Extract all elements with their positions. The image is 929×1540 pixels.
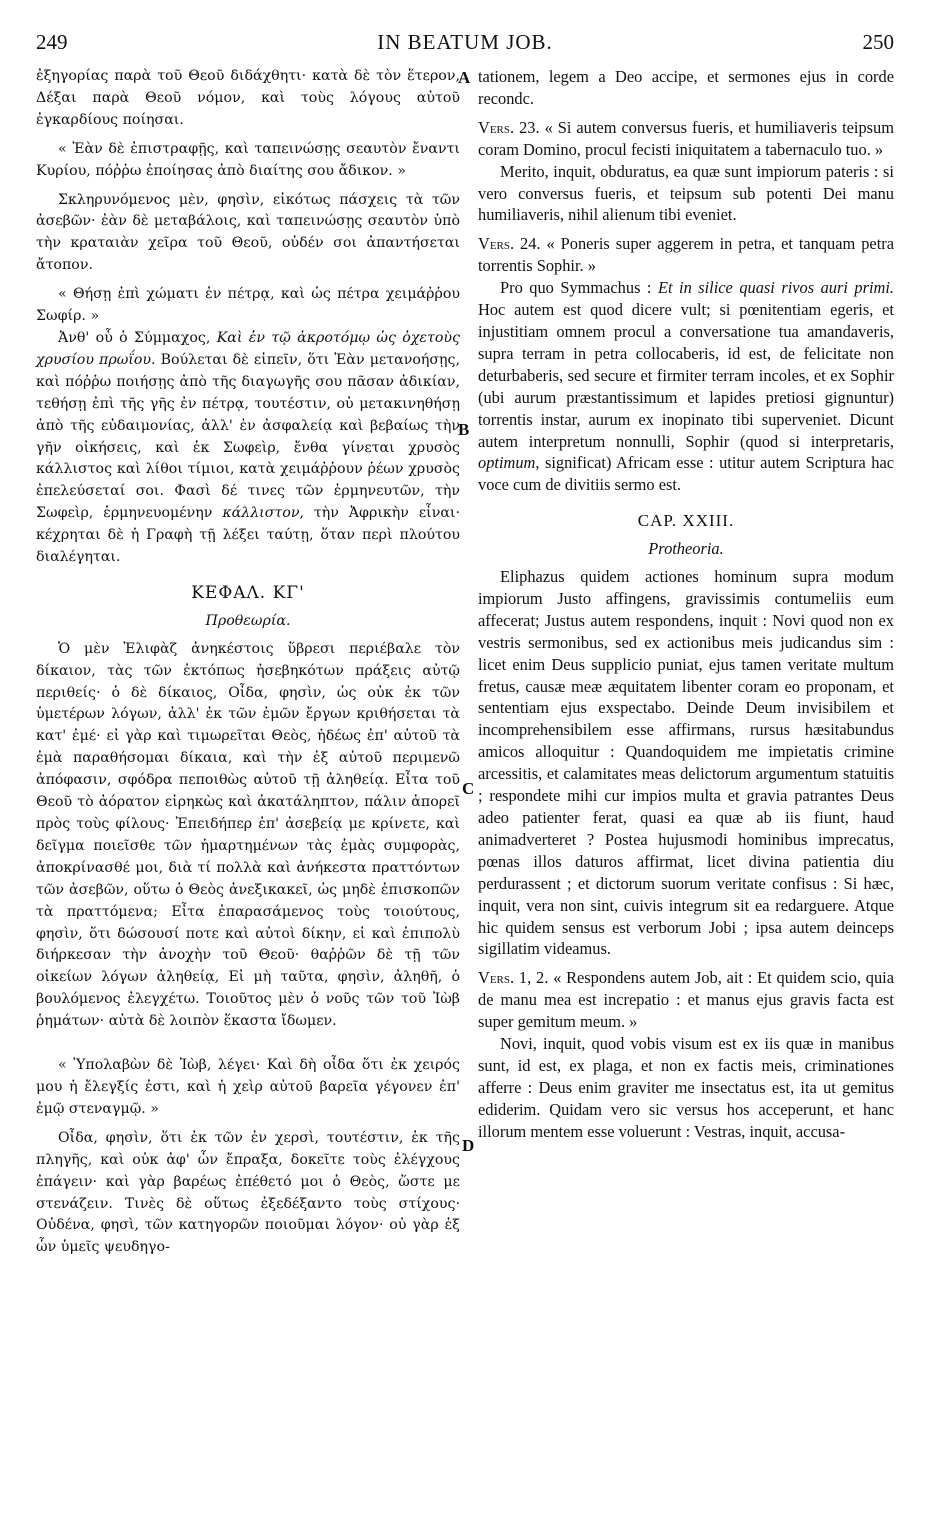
latin-paragraph: Eliphazus quidem actiones hominum supra modum impiorum Justo affingens, gravissimis contumeliis eum affecerat; Justus autem respondens, inquit : Novi quod non ex vestris sermonibus, sed ex actionibus meis judicandus sim : licet enim Deus supplicio puniat, ejus tamen veritate multum fretus, causæ meæ æquitatem libenter coram eo proponam, et sententiam ejus exspectabo. Deinde Deum invisibilem et incomprehensibilem esse affirmans, rursus hæsitabundus amicos alloquitur : Quandoquidem me impietatis crimine arcessitis, et calamitates meas delictorum argumentum statuitis ; respondete mihi cur impios multa et gravia patrantes Deus adeo patienter ferat, quasi ea quæ ab iis fiunt, haud animadverteret ? Postea hujusmodi hominibus imprecatus, pœnas illos daturos affirmat, licet divina patientia diu perdurassent ; et dictorum suorum veritate confisus : Si hæc, inquit, vera non sint, cuivis integrum sit ea redarguere. Atque hic quidem sensus est verborum Jobi ; ipsa autem deinceps sigillatim videamus. [478, 567, 894, 959]
greek-paragraph: Οἶδα, φησὶν, ὅτι ἐκ τῶν ἐν χερσὶ, τουτέστιν, ἐκ τῆς πληγῆς, καὶ οὐκ ἀφ' ὧν ἔπραξα, δοκεῖτε τοὺς ἐλέγχους ἐπάγειν· καὶ γὰρ βαρέως ἐπέθετό μοι ὁ Θεὸς, ὥστε με στενάζειν. Τινὲς δὲ οὕτως ἐξεδέξαντο τοὺς στίχους· Οὐδένα, φησὶ, τῶν κατηγορῶν ποιοῦμαι λόγον· οὐ γὰρ ἐξ ὧν ὑμεῖς ψευδηγο- [36, 1129, 460, 1256]
text-run: « Si autem conversus fueris, et humiliaveris teipsum coram Domino, procul fecisti iniquitatem a tabernaculo tuo. » [478, 117, 895, 159]
latin-verse [478, 233, 894, 277]
chapter-subtitle: Protheoria. [648, 539, 724, 559]
chapter-subtitle: Προθεωρία. [205, 612, 291, 629]
greek-verse-quote: « Ὑπολαβὼν δὲ Ἰὼβ, λέγει· Καὶ δὴ οἶδα ὅτι ἐκ χειρός μου ἡ ἔλεγξίς ἐστι, καὶ ἡ χεὶρ αὐτοῦ βαρεῖα γέγονεν ἐπ' ἐμῷ στεναγμῷ. » [36, 1057, 460, 1117]
italic-run: Καὶ ἐν τῷ ἀκροτόμῳ ὡς ὀχετοὺς χρυσίου πρωΐου. [36, 329, 460, 368]
latin-verse [478, 117, 894, 161]
latin-verse [478, 967, 894, 1033]
italic-run: optimum [478, 453, 536, 473]
greek-paragraph: Ὁ μὲν Ἐλιφὰζ ἀνηκέστοις ὕβρεσι περιέβαλε τὸν δίκαιον, τὰς τῶν ἐκτόπως ἠσεβηκότων πράξεις αὐτῷ περιθείς· ὁ δὲ δίκαιος, Οἶδα, φησὶν, ὡς οὐκ ἐκ τῶν ὑμετέρων λόγων, ἀλλ' ἐκ τῶν ἐμῶν ἔργων κριθήσεται τὰ κατ' ἐμέ· εἰ γὰρ καὶ τιμωρεῖται Θεὸς, ἡδέως ἐπ' αὐτοῦ τὰ ἐμὰ παραθήσομαι δίκαια, καὶ τὴν ἐξ αὐτοῦ περιμενῶ ἀπόφασιν, σφόδρα πεποιθὼς αὐτοῦ τῇ ἀληθείᾳ. Εἶτα τοῦ Θεοῦ τὸ ἀόρατον εἰρηκὼς καὶ ἀκατάληπτον, πάλιν ἀπορεῖ πρὸς τοὺς φίλους· Ἐπειδήπερ ἐπ' ἀσεβείᾳ με κρίνετε, καὶ δεῖγμα ποιεῖσθε τῶν ἡμαρτημένων τὰς ἐμὰς συμφορὰς, ἀποκρίνασθέ μοι, διὰ τί πολλὰ καὶ ἀνήκεστα πραττόντων τῶν ἀσεβῶν, οὕτω ὁ Θεὸς ἀνεξικακεῖ, ὡς μηδὲ ἐπισκοπῶν τὰ πραττόμενα; Εἶτα ἐπαρασάμενος τοὺς τοιούτους, φησὶν, ὅτι δώσουσί ποτε καὶ αὐτοὶ δίκην, εἰ καὶ ἐπιπολὺ διήρκεσαν τὴν ἀνοχὴν τοῦ Θεοῦ· θαῤῥῶν δὲ τῇ τῶν οἰκείων λόγων ἀληθείᾳ, Εἰ μὴ ταῦτα, φησὶν, ἀληθῆ, ὁ βουλόμενος ἐλεγχέτω. Τοιοῦτος μὲν ὁ νοῦς τῶν τοῦ Ἰὼβ ῥημάτων· αὐτὰ δὲ λοιπὸν ἕκαστα ἴδωμεν. [36, 640, 460, 1030]
greek-paragraph: ἐξηγορίας παρὰ τοῦ Θεοῦ διδάχθητι· κατὰ δὲ τὸν ἕτερον, Δέξαι παρὰ Θεοῦ νόμον, καὶ τοὺς λόγους αὐτοῦ ἐγκαρδίους ποίησαι. [36, 68, 460, 128]
text-run: , significat) Africam esse : utitur autem Scriptura hac voce cum de divitiis sermo est. [478, 453, 894, 495]
running-title: IN BEATUM JOB. [377, 30, 553, 54]
margin-marker-a: A [458, 68, 471, 87]
verse-label: Vers. 1, 2. [478, 968, 549, 988]
text-run: Pro quo Symmachus : [500, 278, 658, 298]
chapter-title: ΚΕΦΑΛ. ΚΓ' [191, 582, 305, 603]
chapter-title: CAP. XXIII. [637, 511, 735, 531]
margin-marker-d: D [462, 1136, 475, 1155]
running-header [36, 30, 894, 60]
greek-paragraph [36, 328, 460, 569]
verse-label: Vers. 24. [478, 234, 541, 254]
text-run: « Respondens autem Job, ait : Et quidem scio, quia de manu mea est increpatio : et manus ejus gravis facta est super gemitum meum. » [478, 968, 894, 1032]
latin-paragraph [478, 277, 894, 496]
greek-column [36, 66, 460, 1259]
latin-paragraph: Novi, inquit, quod vobis visum est ex iis quæ in manibus sunt, id est, ex plaga, et non ex factis meis, criminationes afferre : Deus enim graviter me insectatus est, ita ut gemitus ediderim. Quidam vero sic versus hos acceperunt, et hanc illorum mentem esse voluerunt : Vestras, inquit, accusa- [478, 1034, 894, 1141]
latin-column [478, 66, 894, 1143]
text-run: Hoc autem est quod dicere vult; si pœnitentiam egeris, et injustitiam omnem procul a conversatione tua amandaveris, supra terram in petra collocaberis, id est, de felicitate non deturbaberis, sed secure et firmiter terram incoles, et ex Sophir (ubi aurum præstantissimum et lapides pretiosi gignuntur) torrentis instar, aurum ex inopinato tibi superveniet. Dicunt autem interpretum nonnulli, Sophir (quod si interpretaris, [478, 300, 894, 451]
greek-verse-quote: « Ἐὰν δὲ ἐπιστραφῇς, καὶ ταπεινώσῃς σεαυτὸν ἔναντι Κυρίου, πόῤῥω ἐποίησας ἀπὸ διαίτης σου ἄδικον. » [36, 140, 460, 179]
italic-run: κάλλιστον [222, 505, 300, 522]
margin-marker-b: B [458, 420, 470, 439]
left-page-number: 249 [36, 30, 68, 54]
latin-paragraph: Merito, inquit, obduratus, ea quæ sunt impiorum pateris : si vero conversus fueris, et teipsum sub potenti Dei manu humiliaveris, nihil alienum tibi eveniet. [478, 161, 894, 225]
text-run: Βούλεται δὲ εἰπεῖν, ὅτι Ἐὰν μετανοήσῃς, καὶ πόῤῥω ποιήσῃς ἀπὸ τῆς διαγωγῆς σου πᾶσαν ἀδικίαν, τεθήσῃ ἐπὶ τῆς γῆς ἐν πέτρᾳ, τουτέστιν, οὐ μετακινηθήσῃ ἀπὸ τῆς εὐδαιμονίας, ἀλλ' ἐν ἀσφαλείᾳ καὶ βεβαίως τὴν γῆν οἰκήσεις, καὶ ἐκ Σωφεὶρ, ἔνθα γίνεται χρυσὸς κάλλιστος καὶ λίθοι τίμιοι, κατὰ χειμάῤῥουν ῥέων χρυσὸς ἐπελεύσεταί σοι. Φασὶ δέ τινες τῶν ἑρμηνευτῶν, τὴν Σωφεὶρ, ἑρμηνευομένην [36, 351, 460, 522]
margin-marker-c: C [462, 779, 475, 798]
greek-verse-quote: « Θήσῃ ἐπὶ χώματι ἐν πέτρᾳ, καὶ ὡς πέτρα χειμάῤῥου Σωφίρ. » [36, 286, 460, 325]
text-run: , τὴν Ἀφρικὴν εἶναι· κέχρηται δὲ ἡ Γραφὴ τῇ λέξει ταύτῃ, ὅταν περὶ πλούτου διαλέγηται. [36, 505, 461, 566]
text-run: « Poneris super aggerem in petra, et tanquam petra torrentis Sophir. » [478, 234, 894, 276]
italic-run: Et in silice quasi rivos auri primi. [657, 278, 894, 298]
latin-paragraph: tationem, legem a Deo accipe, et sermones ejus in corde recondc. [478, 67, 894, 108]
verse-label: Vers. 23. [478, 117, 540, 137]
text-run: Ἀνθ' οὗ ὁ Σύμμαχος, [58, 329, 217, 346]
right-page-number: 250 [862, 30, 894, 54]
greek-paragraph: Σκληρυνόμενος μὲν, φησὶν, εἰκότως πάσχεις τὰ τῶν ἀσεβῶν· ἐὰν δὲ μεταβάλοις, καὶ ταπεινώσῃς σεαυτὸν ὑπὸ τὴν κραταιὰν χεῖρα τοῦ Θεοῦ, οὐδέν σοι ἀπαντήσεται ἄτοπον. [36, 191, 460, 274]
